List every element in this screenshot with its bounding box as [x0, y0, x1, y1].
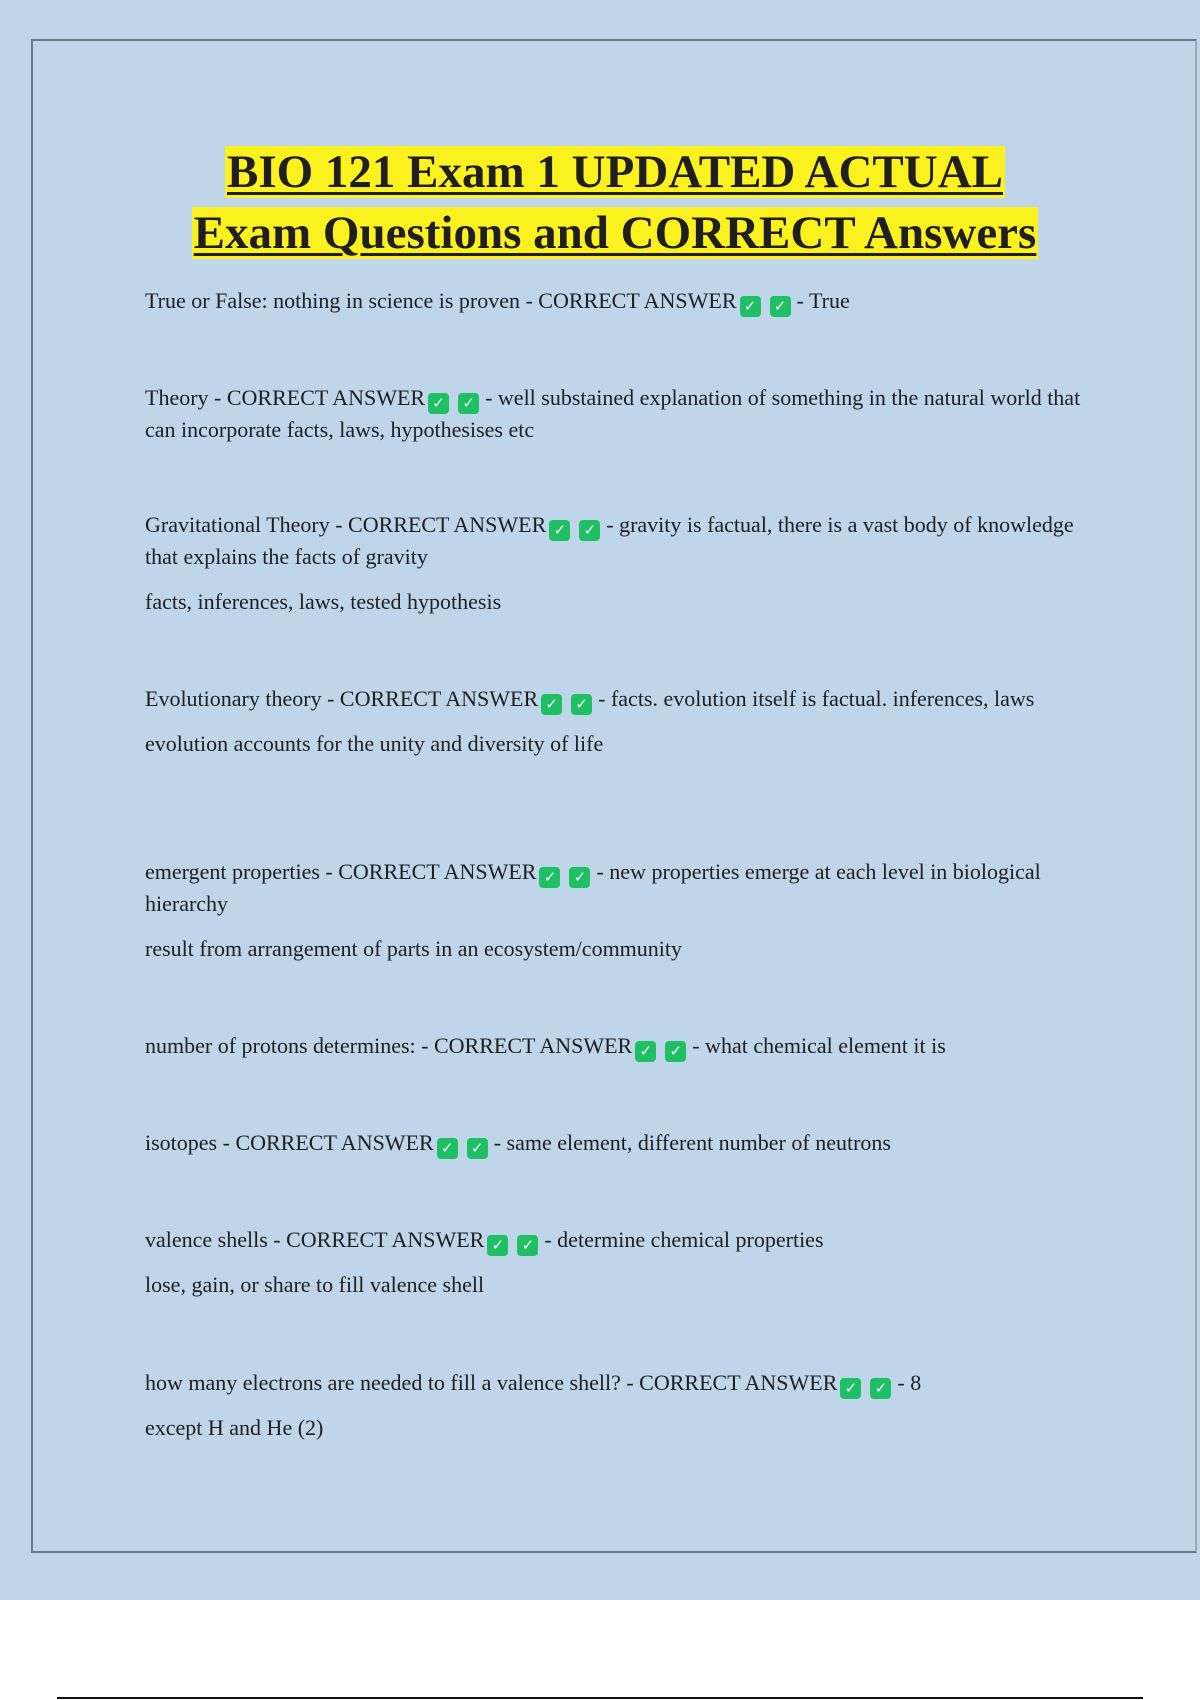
- qa-main-line: [145, 1224, 1085, 1256]
- check-box-icon: ✓: [579, 520, 600, 541]
- qa-item-8: [145, 1224, 1085, 1301]
- check-box-icon: ✓: [437, 1138, 458, 1159]
- question-text: number of protons determines:: [145, 1033, 416, 1058]
- answer-label: - CORRECT ANSWER: [421, 1033, 633, 1058]
- answer-label: - CORRECT ANSWER: [525, 288, 737, 313]
- qa-item-3: [145, 509, 1085, 618]
- question-text: how many electrons are needed to fill a valence shell?: [145, 1370, 621, 1395]
- title-line-1: BIO 121 Exam 1 UPDATED ACTUAL: [226, 146, 1003, 198]
- question-text: True or False: nothing in science is proven: [145, 288, 520, 313]
- answer-label: - CORRECT ANSWER: [626, 1370, 838, 1395]
- question-text: valence shells: [145, 1227, 268, 1252]
- answer-label: - CORRECT ANSWER: [335, 512, 547, 537]
- question-text: emergent properties: [145, 859, 320, 884]
- check-box-icon: ✓: [635, 1041, 656, 1062]
- answer-label: - CORRECT ANSWER: [325, 859, 537, 884]
- footer-divider: [57, 1697, 1143, 1699]
- answer-text: - 8: [897, 1370, 922, 1395]
- answer-extra: except H and He (2): [145, 1415, 324, 1440]
- qa-item-1: [145, 285, 1085, 317]
- document-title: [0, 142, 1200, 264]
- answer-extra: evolution accounts for the unity and diversity of life: [145, 731, 604, 756]
- check-box-icon: ✓: [740, 296, 761, 317]
- check-box-icon: ✓: [840, 1378, 861, 1399]
- qa-item-5: [145, 856, 1085, 965]
- check-box-icon: ✓: [539, 867, 560, 888]
- question-text: Gravitational Theory: [145, 512, 330, 537]
- check-box-icon: ✓: [665, 1041, 686, 1062]
- answer-text: - well substained explanation of something in the natural world that can incorporate facts, laws, hypothesises etc: [145, 385, 1081, 442]
- answer-label: - CORRECT ANSWER: [327, 686, 539, 711]
- answer-extra: result from arrangement of parts in an ecosystem/community: [145, 936, 683, 961]
- qa-main-line: [145, 1367, 1085, 1399]
- check-box-icon: ✓: [428, 393, 449, 414]
- qa-item-6: [145, 1030, 1085, 1062]
- check-box-icon: ✓: [458, 393, 479, 414]
- answer-text: - determine chemical properties: [544, 1227, 824, 1252]
- answer-text: - facts. evolution itself is factual. inferences, laws: [598, 686, 1035, 711]
- answer-text: - what chemical element it is: [692, 1033, 946, 1058]
- answer-label: - CORRECT ANSWER: [214, 385, 426, 410]
- question-text: Theory: [145, 385, 209, 410]
- qa-main-line: [145, 285, 1085, 317]
- qa-item-9: [145, 1367, 1085, 1444]
- question-text: isotopes: [145, 1130, 218, 1155]
- check-box-icon: ✓: [549, 520, 570, 541]
- check-box-icon: ✓: [467, 1138, 488, 1159]
- answer-text: - new properties emerge at each level in biological hierarchy: [145, 859, 1041, 916]
- check-box-icon: ✓: [770, 296, 791, 317]
- question-text: Evolutionary theory: [145, 686, 322, 711]
- answer-text: - same element, different number of neutrons: [493, 1130, 891, 1155]
- check-box-icon: ✓: [569, 867, 590, 888]
- answer-text: - True: [796, 288, 850, 313]
- check-box-icon: ✓: [487, 1235, 508, 1256]
- answer-extra: facts, inferences, laws, tested hypothesis: [145, 589, 502, 614]
- answer-extra: lose, gain, or share to fill valence shell: [145, 1272, 485, 1297]
- qa-main-line: [145, 683, 1085, 715]
- qa-item-2: [145, 382, 1085, 446]
- check-box-icon: ✓: [517, 1235, 538, 1256]
- answer-label: - CORRECT ANSWER: [273, 1227, 485, 1252]
- check-box-icon: ✓: [571, 694, 592, 715]
- check-box-icon: ✓: [541, 694, 562, 715]
- answer-text: - gravity is factual, there is a vast body of knowledge that explains the facts of gravity: [145, 512, 1074, 569]
- qa-main-line: [145, 856, 1085, 920]
- qa-item-7: [145, 1127, 1085, 1159]
- qa-main-line: [145, 1030, 1085, 1062]
- check-box-icon: ✓: [870, 1378, 891, 1399]
- qa-main-line: [145, 382, 1085, 446]
- document-frame: [31, 39, 1197, 1553]
- qa-main-line: [145, 1127, 1085, 1159]
- answer-label: - CORRECT ANSWER: [222, 1130, 434, 1155]
- qa-item-4: [145, 683, 1085, 760]
- title-line-2: Exam Questions and CORRECT Answers: [193, 207, 1037, 259]
- qa-main-line: [145, 509, 1085, 573]
